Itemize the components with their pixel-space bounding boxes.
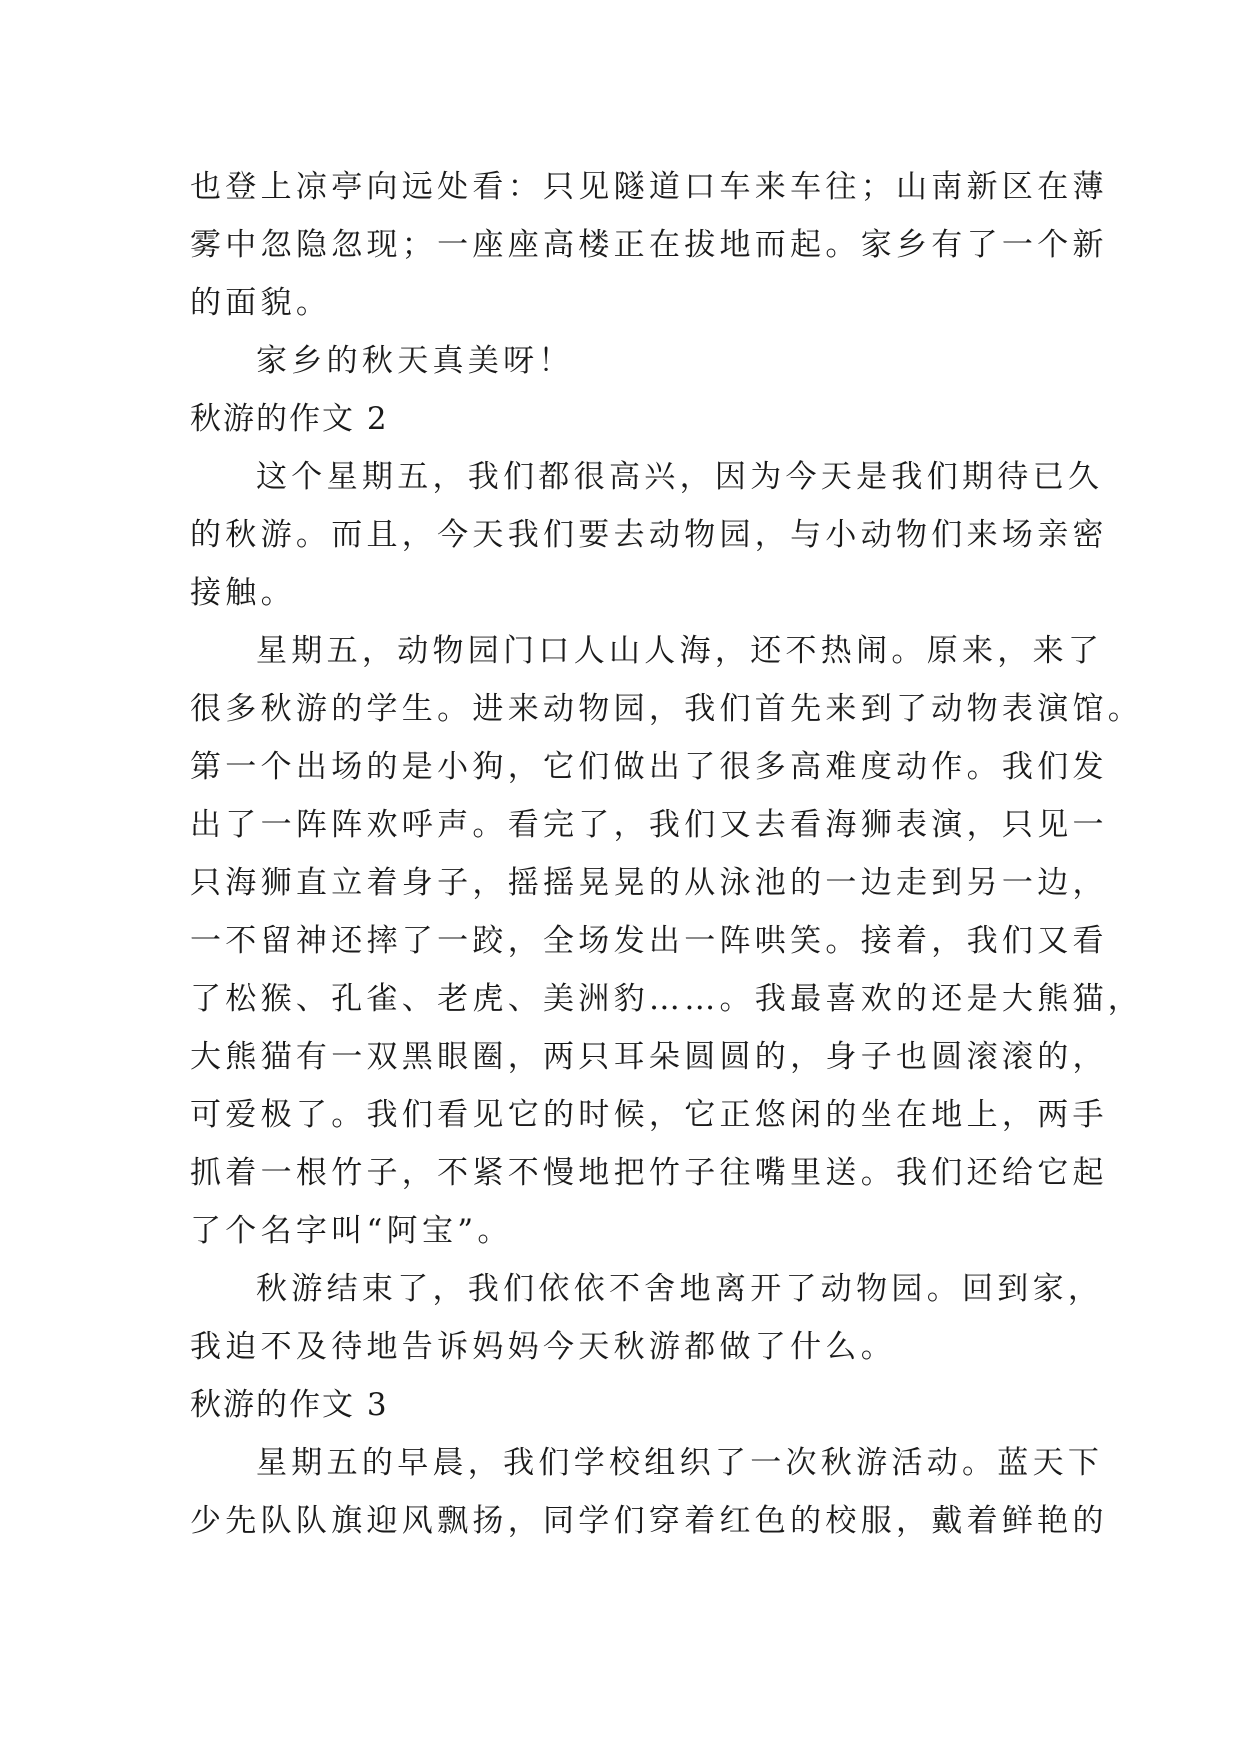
text-line: 了松猴、孔雀、老虎、美洲豹……。我最喜欢的还是大熊猫， [190,981,1144,1017]
text-line: 星期五的早晨，我们学校组织了一次秋游活动。蓝天下 [256,1445,1104,1481]
text-line: 了个名字叫“阿宝”。 [190,1213,513,1249]
text-line: 只海狮直立着身子，摇摇晃晃的从泳池的一边走到另一边， [190,865,1108,901]
text-line: 的面貌。 [190,285,332,321]
text-line: 家乡的秋天真美呀！ [256,343,574,379]
text-line: 抓着一根竹子，不紧不慢地把竹子往嘴里送。我们还给它起 [190,1155,1108,1191]
text-line: 出了一阵阵欢呼声。看完了，我们又去看海狮表演，只见一 [190,807,1108,843]
text-line: 这个星期五，我们都很高兴，因为今天是我们期待已久 [256,459,1104,495]
text-line: 第一个出场的是小狗，它们做出了很多高难度动作。我们发 [190,749,1108,785]
text-line: 可爱极了。我们看见它的时候，它正悠闲的坐在地上，两手 [190,1097,1108,1133]
essay-heading: 秋游的作文 2 [190,401,389,437]
text-line: 一不留神还摔了一跤，全场发出一阵哄笑。接着，我们又看 [190,923,1108,959]
text-line: 星期五，动物园门口人山人海，还不热闹。原来，来了 [256,633,1104,669]
text-line: 也登上凉亭向远处看：只见隧道口车来车往；山南新区在薄 [190,169,1108,205]
text-line: 的秋游。而且，今天我们要去动物园，与小动物们来场亲密 [190,517,1108,553]
text-line: 我迫不及待地告诉妈妈今天秋游都做了什么。 [190,1329,896,1365]
text-line: 少先队队旗迎风飘扬，同学们穿着红色的校服，戴着鲜艳的 [190,1503,1108,1539]
text-line: 大熊猫有一双黑眼圈，两只耳朵圆圆的，身子也圆滚滚的， [190,1039,1108,1075]
essay-text [190,158,1144,1550]
text-line: 秋游结束了，我们依依不舍地离开了动物园。回到家， [256,1271,1104,1307]
essay-heading: 秋游的作文 3 [190,1387,389,1423]
text-line: 雾中忽隐忽现；一座座高楼正在拔地而起。家乡有了一个新 [190,227,1108,263]
text-line: 很多秋游的学生。进来动物园，我们首先来到了动物表演馆。 [190,691,1144,727]
text-line: 接触。 [190,575,296,611]
